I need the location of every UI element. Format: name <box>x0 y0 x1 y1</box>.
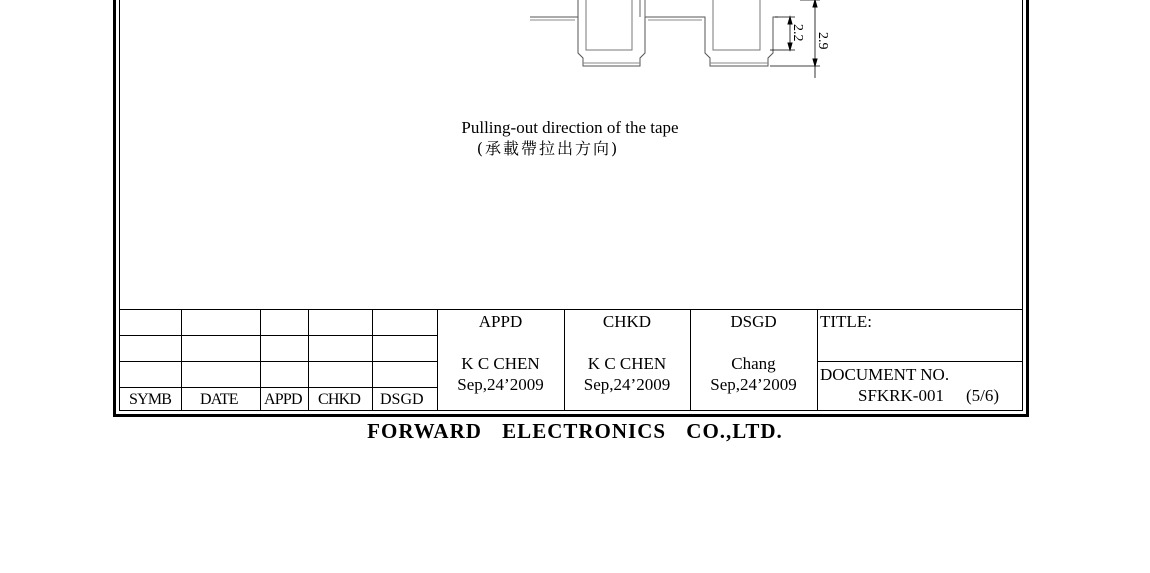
document-number: SFKRK-001 <box>858 386 944 405</box>
rev-grid-line <box>120 361 437 362</box>
approval-dsgd <box>690 309 817 410</box>
document-no-label: DOCUMENT NO. <box>820 365 950 384</box>
approval-role: APPD <box>478 312 523 331</box>
rev-header-dsgd: DSGD <box>380 391 424 408</box>
caption-pulling-direction: Pulling-out direction of the tape <box>461 118 679 137</box>
approval-appd <box>437 309 564 410</box>
rev-grid-line <box>308 309 309 410</box>
approval-grid-line <box>817 309 818 410</box>
rev-header-appd: APPD <box>264 391 302 408</box>
rev-grid-line <box>181 309 182 410</box>
rev-header-symb: SYMB <box>129 391 172 408</box>
document-page: (5/6) <box>966 386 1000 405</box>
dim-label-2-2: 2.2 <box>790 24 805 42</box>
tape-profile-outer <box>530 0 578 17</box>
company-name: FORWARD ELECTRONICS CO.,LTD. <box>367 419 783 443</box>
rev-grid-line <box>120 387 437 388</box>
approval-name: K C CHEN <box>461 354 540 373</box>
approval-date: Sep,24’2009 <box>710 375 797 394</box>
approval-role: DSGD <box>730 312 777 331</box>
tape-profile <box>530 0 778 66</box>
title-label: TITLE: <box>820 312 872 331</box>
approval-chkd <box>564 309 690 410</box>
title-block <box>120 309 1022 410</box>
dim-label-2-9: 2.9 <box>815 32 830 50</box>
title-divider <box>817 361 1022 362</box>
approval-name: Chang <box>731 354 776 373</box>
rev-grid-line <box>260 309 261 410</box>
rev-header-chkd: CHKD <box>318 391 361 408</box>
rev-grid-line <box>120 335 437 336</box>
approval-date: Sep,24’2009 <box>457 375 544 394</box>
rev-grid-line <box>372 309 373 410</box>
tape-profile-inner <box>586 0 760 50</box>
approval-name: K C CHEN <box>587 354 667 373</box>
caption-pulling-direction-zh: (承載帶拉出方向) <box>476 139 620 158</box>
approval-date: Sep,24’2009 <box>583 375 671 394</box>
rev-header-date: DATE <box>200 391 238 408</box>
approval-role: CHKD <box>602 312 652 331</box>
